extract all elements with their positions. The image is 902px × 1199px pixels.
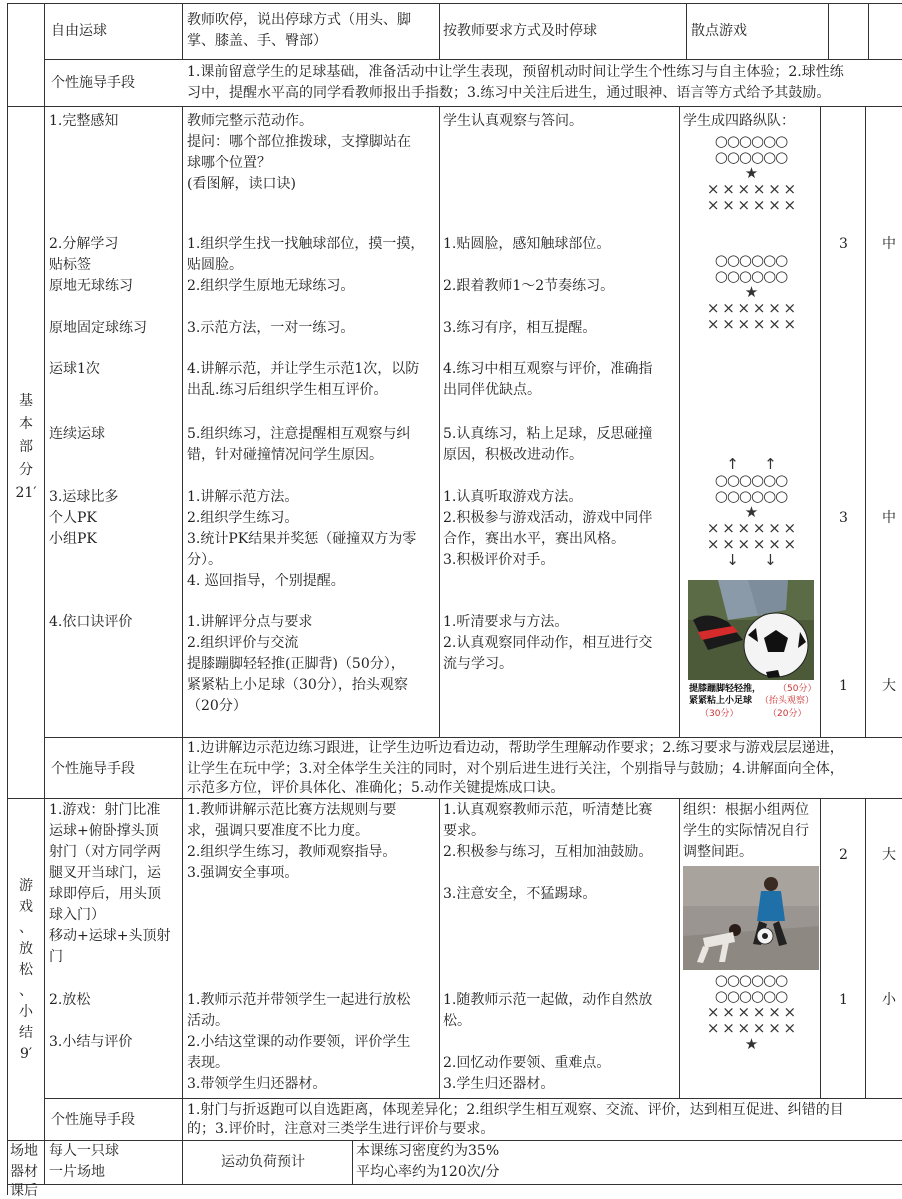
student-text: 1.随教师示范一起做，动作自然放 bbox=[443, 992, 653, 1008]
formation-diagram: ○○○○○○ ○○○○○○ ★ × × × × × × × × × × × × bbox=[706, 132, 796, 214]
teacher-text: 3.带领学生归还器材。 bbox=[187, 1076, 327, 1092]
teacher-text: 2.组织学生原地无球练习。 bbox=[187, 278, 355, 294]
teacher-text: 2.组织学生练习。 bbox=[187, 510, 299, 526]
rule bbox=[679, 798, 680, 1099]
guide-line: 1.射门与折返跑可以自选距离，体现差异化；2.组织学生相互观察、交流、评价，达到相互促进、纠错的目 bbox=[187, 1102, 844, 1118]
game-content: 门 bbox=[49, 949, 63, 965]
teacher-text: 1.组织学生找一找触球部位，摸一摸， bbox=[187, 236, 425, 252]
rule bbox=[828, 3, 829, 60]
load-label: 运动负荷预计 bbox=[221, 1154, 305, 1170]
rule bbox=[182, 106, 183, 738]
teacher-text: 求，强调只要准度不比力度。 bbox=[187, 823, 369, 839]
student-text: 1.认真观察教师示范，听清楚比赛 bbox=[443, 802, 653, 818]
game-content: 球入门） bbox=[49, 907, 105, 923]
organization-text: 调整间距。 bbox=[683, 844, 753, 860]
rule bbox=[44, 59, 902, 60]
rule bbox=[439, 3, 440, 60]
student-text: 松。 bbox=[443, 1013, 471, 1029]
section-label-game: 游 戏 、 放 松 、 小 结 9′ bbox=[19, 878, 33, 1062]
step-label: 小组PK bbox=[49, 531, 97, 547]
rule bbox=[44, 1098, 902, 1099]
teacher-text: 2.组织评价与交流 bbox=[187, 635, 299, 651]
rule bbox=[865, 106, 866, 738]
practice-count: 3 bbox=[839, 236, 848, 252]
teacher-text: 表现。 bbox=[187, 1055, 229, 1071]
teacher-text: 出乱.练习后组织学生相互评价。 bbox=[187, 382, 388, 398]
teacher-text: 2.组织学生练习，教师观察指导。 bbox=[187, 844, 397, 860]
photo-caption: （20分） bbox=[768, 709, 807, 719]
teacher-text: 2.小结这堂课的动作要领，评价学生 bbox=[187, 1034, 411, 1050]
student-text: 3.积极评价对手。 bbox=[443, 552, 555, 568]
game-content: 移动+运球+头顶射 bbox=[49, 928, 171, 944]
game-content: 1.游戏：射门比准 bbox=[49, 802, 161, 818]
photo-caption: （抬头观察） bbox=[760, 696, 815, 706]
rule bbox=[352, 1140, 353, 1185]
intensity-level: 大 bbox=[882, 678, 896, 694]
rule bbox=[686, 3, 687, 60]
student-text: 2.跟着教师1～2节奏练习。 bbox=[443, 278, 615, 294]
rule bbox=[7, 3, 902, 4]
guide-line: 示范多方位，评价具体化、准确化；5.动作关键提炼成口诀。 bbox=[187, 780, 565, 796]
game-content: 3.小结与评价 bbox=[49, 1034, 133, 1050]
teacher-text: 球哪个位置？ bbox=[187, 155, 271, 171]
student-text: 4.练习中相互观察与评价，准确指 bbox=[443, 361, 653, 377]
teacher-text: 3.示范方法，一对一练习。 bbox=[187, 320, 355, 336]
step-label: 个人PK bbox=[49, 510, 97, 526]
load-value: 平均心率约为120次/分 bbox=[356, 1164, 500, 1180]
teacher-text: 1.讲解评分点与要求 bbox=[187, 614, 313, 630]
guide-line: 的；3.评价时，注意对三类学生进行评价与要求。 bbox=[187, 1121, 495, 1137]
guide-line: 让学生在玩中学；3.对全体学生关注的同时，对个别后进生进行关注，个别指导与鼓励；4.讲解面向全体， bbox=[187, 761, 844, 777]
step-label: 原地固定球练习 bbox=[49, 320, 147, 336]
student-text: 2.积极参与练习，互相加油鼓励。 bbox=[443, 844, 653, 860]
student-text: 出同伴优缺点。 bbox=[443, 382, 541, 398]
guide-label: 个性施导手段 bbox=[51, 1112, 135, 1128]
rule bbox=[820, 798, 821, 1099]
rule bbox=[820, 106, 821, 738]
game-content: 射门（对方同学两 bbox=[49, 844, 161, 860]
student-text: 原因，积极改进动作。 bbox=[443, 447, 583, 463]
free-dribble-student: 按教师要求方式及时停球 bbox=[443, 23, 597, 39]
rule bbox=[865, 798, 866, 1099]
intensity-level: 中 bbox=[882, 510, 896, 526]
student-text: 3.练习有序，相互提醒。 bbox=[443, 320, 597, 336]
student-text: 1.听清要求与方法。 bbox=[443, 614, 569, 630]
step-label: 原地无球练习 bbox=[49, 278, 133, 294]
formation-diagram: ↑ ↑ ○○○○○○ ○○○○○○ ★ × × × × × × × × × × × × ↓ ↓ bbox=[706, 455, 796, 569]
dribble-photo-image bbox=[688, 580, 814, 680]
game-photo-image bbox=[683, 866, 819, 970]
step-label: 1.完整感知 bbox=[49, 113, 119, 129]
photo-caption: 紧紧粘上小足球 bbox=[689, 696, 753, 706]
student-text: 合作，赛出水平，赛出风格。 bbox=[443, 531, 625, 547]
teacher-text: (看图解，读口诀) bbox=[187, 176, 296, 192]
teacher-text: 5.组织练习，注意提醒相互观察与纠 bbox=[187, 426, 411, 442]
intensity-level: 中 bbox=[882, 236, 896, 252]
venue-label: 器材 bbox=[10, 1164, 38, 1180]
rule bbox=[439, 798, 440, 1099]
venue-item: 一片场地 bbox=[49, 1164, 105, 1180]
step-label: 2.分解学习 bbox=[49, 236, 119, 252]
formation-diagram: ○○○○○○ ○○○○○○ ★ × × × × × × × × × × × × bbox=[706, 251, 796, 333]
step-label: 3.运球比多 bbox=[49, 489, 119, 505]
free-dribble-teacher-line: 掌、膝盖、手、臀部） bbox=[187, 33, 327, 49]
student-text: 1.贴圆脸，感知触球部位。 bbox=[443, 236, 611, 252]
venue-label: 场地 bbox=[10, 1143, 38, 1159]
guide-line: 1.边讲解边示范边练习跟进，让学生边听边看边动，帮助学生理解动作要求；2.练习要求与游戏层层递进， bbox=[187, 740, 844, 756]
student-text: 2.认真观察同伴动作，相互进行交 bbox=[443, 635, 653, 651]
organization-text: 组织：根据小组两位 bbox=[683, 802, 809, 818]
teacher-text: 4.讲解示范，并让学生示范1次，以防 bbox=[187, 361, 420, 377]
game-photo bbox=[683, 866, 819, 970]
step-label: 运球1次 bbox=[49, 361, 100, 377]
section-label-basic: 基 本 部 分 21′ bbox=[15, 393, 37, 501]
rule bbox=[182, 798, 183, 1184]
step-label: 连续运球 bbox=[49, 426, 105, 442]
free-dribble-teacher-line: 教师吹停，说出停球方式（用头、脚 bbox=[187, 12, 411, 28]
formation-diagram: ○○○○○○ ○○○○○○ × × × × × × × × × × × × ★ bbox=[706, 971, 796, 1053]
student-text: 学生认真观察与答问。 bbox=[443, 113, 583, 129]
free-dribble-content: 自由运球 bbox=[51, 23, 107, 39]
free-dribble-organization: 散点游戏 bbox=[691, 23, 747, 39]
student-text: 要求。 bbox=[443, 823, 485, 839]
teacher-text: 贴圆脸。 bbox=[187, 257, 243, 273]
intensity-level: 小 bbox=[882, 992, 896, 1008]
teacher-text: 1.讲解示范方法。 bbox=[187, 489, 299, 505]
teacher-text: 分）。 bbox=[187, 552, 222, 568]
student-text: 2.积极参与游戏活动，游戏中同伴 bbox=[443, 510, 653, 526]
guide-line: 习中，提醒水平高的同学看教师报出手指数；3.练习中关注后进生，通过眼神、语言等方式给予其鼓励。 bbox=[187, 85, 831, 101]
step-label: 4.依口诀评价 bbox=[49, 614, 133, 630]
rule bbox=[868, 3, 869, 60]
photo-caption: （30分） bbox=[700, 709, 739, 719]
teacher-text: 紧紧粘上小足球（30分），抬头观察 bbox=[187, 677, 408, 693]
teacher-text: 教师完整示范动作。 bbox=[187, 113, 313, 129]
intensity-level: 大 bbox=[882, 847, 896, 863]
photo-caption: （50分） bbox=[778, 684, 817, 694]
practice-count: 3 bbox=[839, 510, 848, 526]
rule bbox=[44, 3, 45, 1184]
teacher-text: 活动。 bbox=[187, 1013, 229, 1029]
organization-text: 学生的实际情况自行 bbox=[683, 823, 809, 839]
student-text: 3.学生归还器材。 bbox=[443, 1076, 555, 1092]
guide-label: 个性施导手段 bbox=[51, 761, 135, 777]
photo-caption: 提膝蹦脚轻轻推， bbox=[689, 684, 762, 694]
rule bbox=[679, 106, 680, 738]
teacher-text: 1.教师示范并带领学生一起进行放松 bbox=[187, 992, 411, 1008]
teacher-text: 3.统计PK结果并奖惩（碰撞双方为零 bbox=[187, 531, 417, 547]
student-text: 流与学习。 bbox=[443, 656, 513, 672]
rule bbox=[7, 106, 902, 107]
rule bbox=[182, 737, 183, 799]
guide-label: 个性施导手段 bbox=[51, 75, 135, 91]
teacher-text: 提问：哪个部位推拨球，支撑脚站在 bbox=[187, 134, 411, 150]
organization-title: 学生成四路纵队： bbox=[683, 113, 795, 129]
step-label: 贴标签 bbox=[49, 257, 91, 273]
dribble-photo bbox=[688, 580, 814, 680]
practice-count: 1 bbox=[839, 992, 848, 1008]
student-text: 3.注意安全，不猛踢球。 bbox=[443, 886, 597, 902]
game-content: 2.放松 bbox=[49, 992, 91, 1008]
rule bbox=[182, 3, 183, 60]
game-content: 球即停后，用头顶 bbox=[49, 886, 161, 902]
practice-count: 1 bbox=[839, 678, 848, 694]
student-text: 2.回忆动作要领、重难点。 bbox=[443, 1055, 611, 1071]
guide-line: 1.课前留意学生的足球基础，准备活动中让学生表现，预留机动时间让学生个性练习与自主体验；2.球性练 bbox=[187, 64, 844, 80]
teacher-text: 4. 巡回指导，个别提醒。 bbox=[187, 573, 345, 589]
rule bbox=[439, 106, 440, 738]
teacher-text: 错，针对碰撞情况问学生原因。 bbox=[187, 447, 383, 463]
game-content: 腿叉开当球门，运 bbox=[49, 865, 161, 881]
teacher-text: 3.强调安全事项。 bbox=[187, 865, 299, 881]
practice-count: 2 bbox=[839, 847, 848, 863]
teacher-text: 提膝蹦脚轻轻推(正脚背)（50分）， bbox=[187, 656, 405, 672]
venue-item: 每人一只球 bbox=[49, 1143, 119, 1159]
after-class-label: 课后 bbox=[10, 1183, 38, 1199]
rule bbox=[7, 1184, 902, 1185]
teacher-text: （20分） bbox=[187, 698, 247, 714]
teacher-text: 1.教师讲解示范比赛方法规则与要 bbox=[187, 802, 397, 818]
game-content: 运球+俯卧撑头顶 bbox=[49, 823, 159, 839]
student-text: 5.认真练习，粘上足球，反思碰撞 bbox=[443, 426, 653, 442]
student-text: 1.认真听取游戏方法。 bbox=[443, 489, 583, 505]
load-value: 本课练习密度约为35% bbox=[356, 1143, 500, 1159]
